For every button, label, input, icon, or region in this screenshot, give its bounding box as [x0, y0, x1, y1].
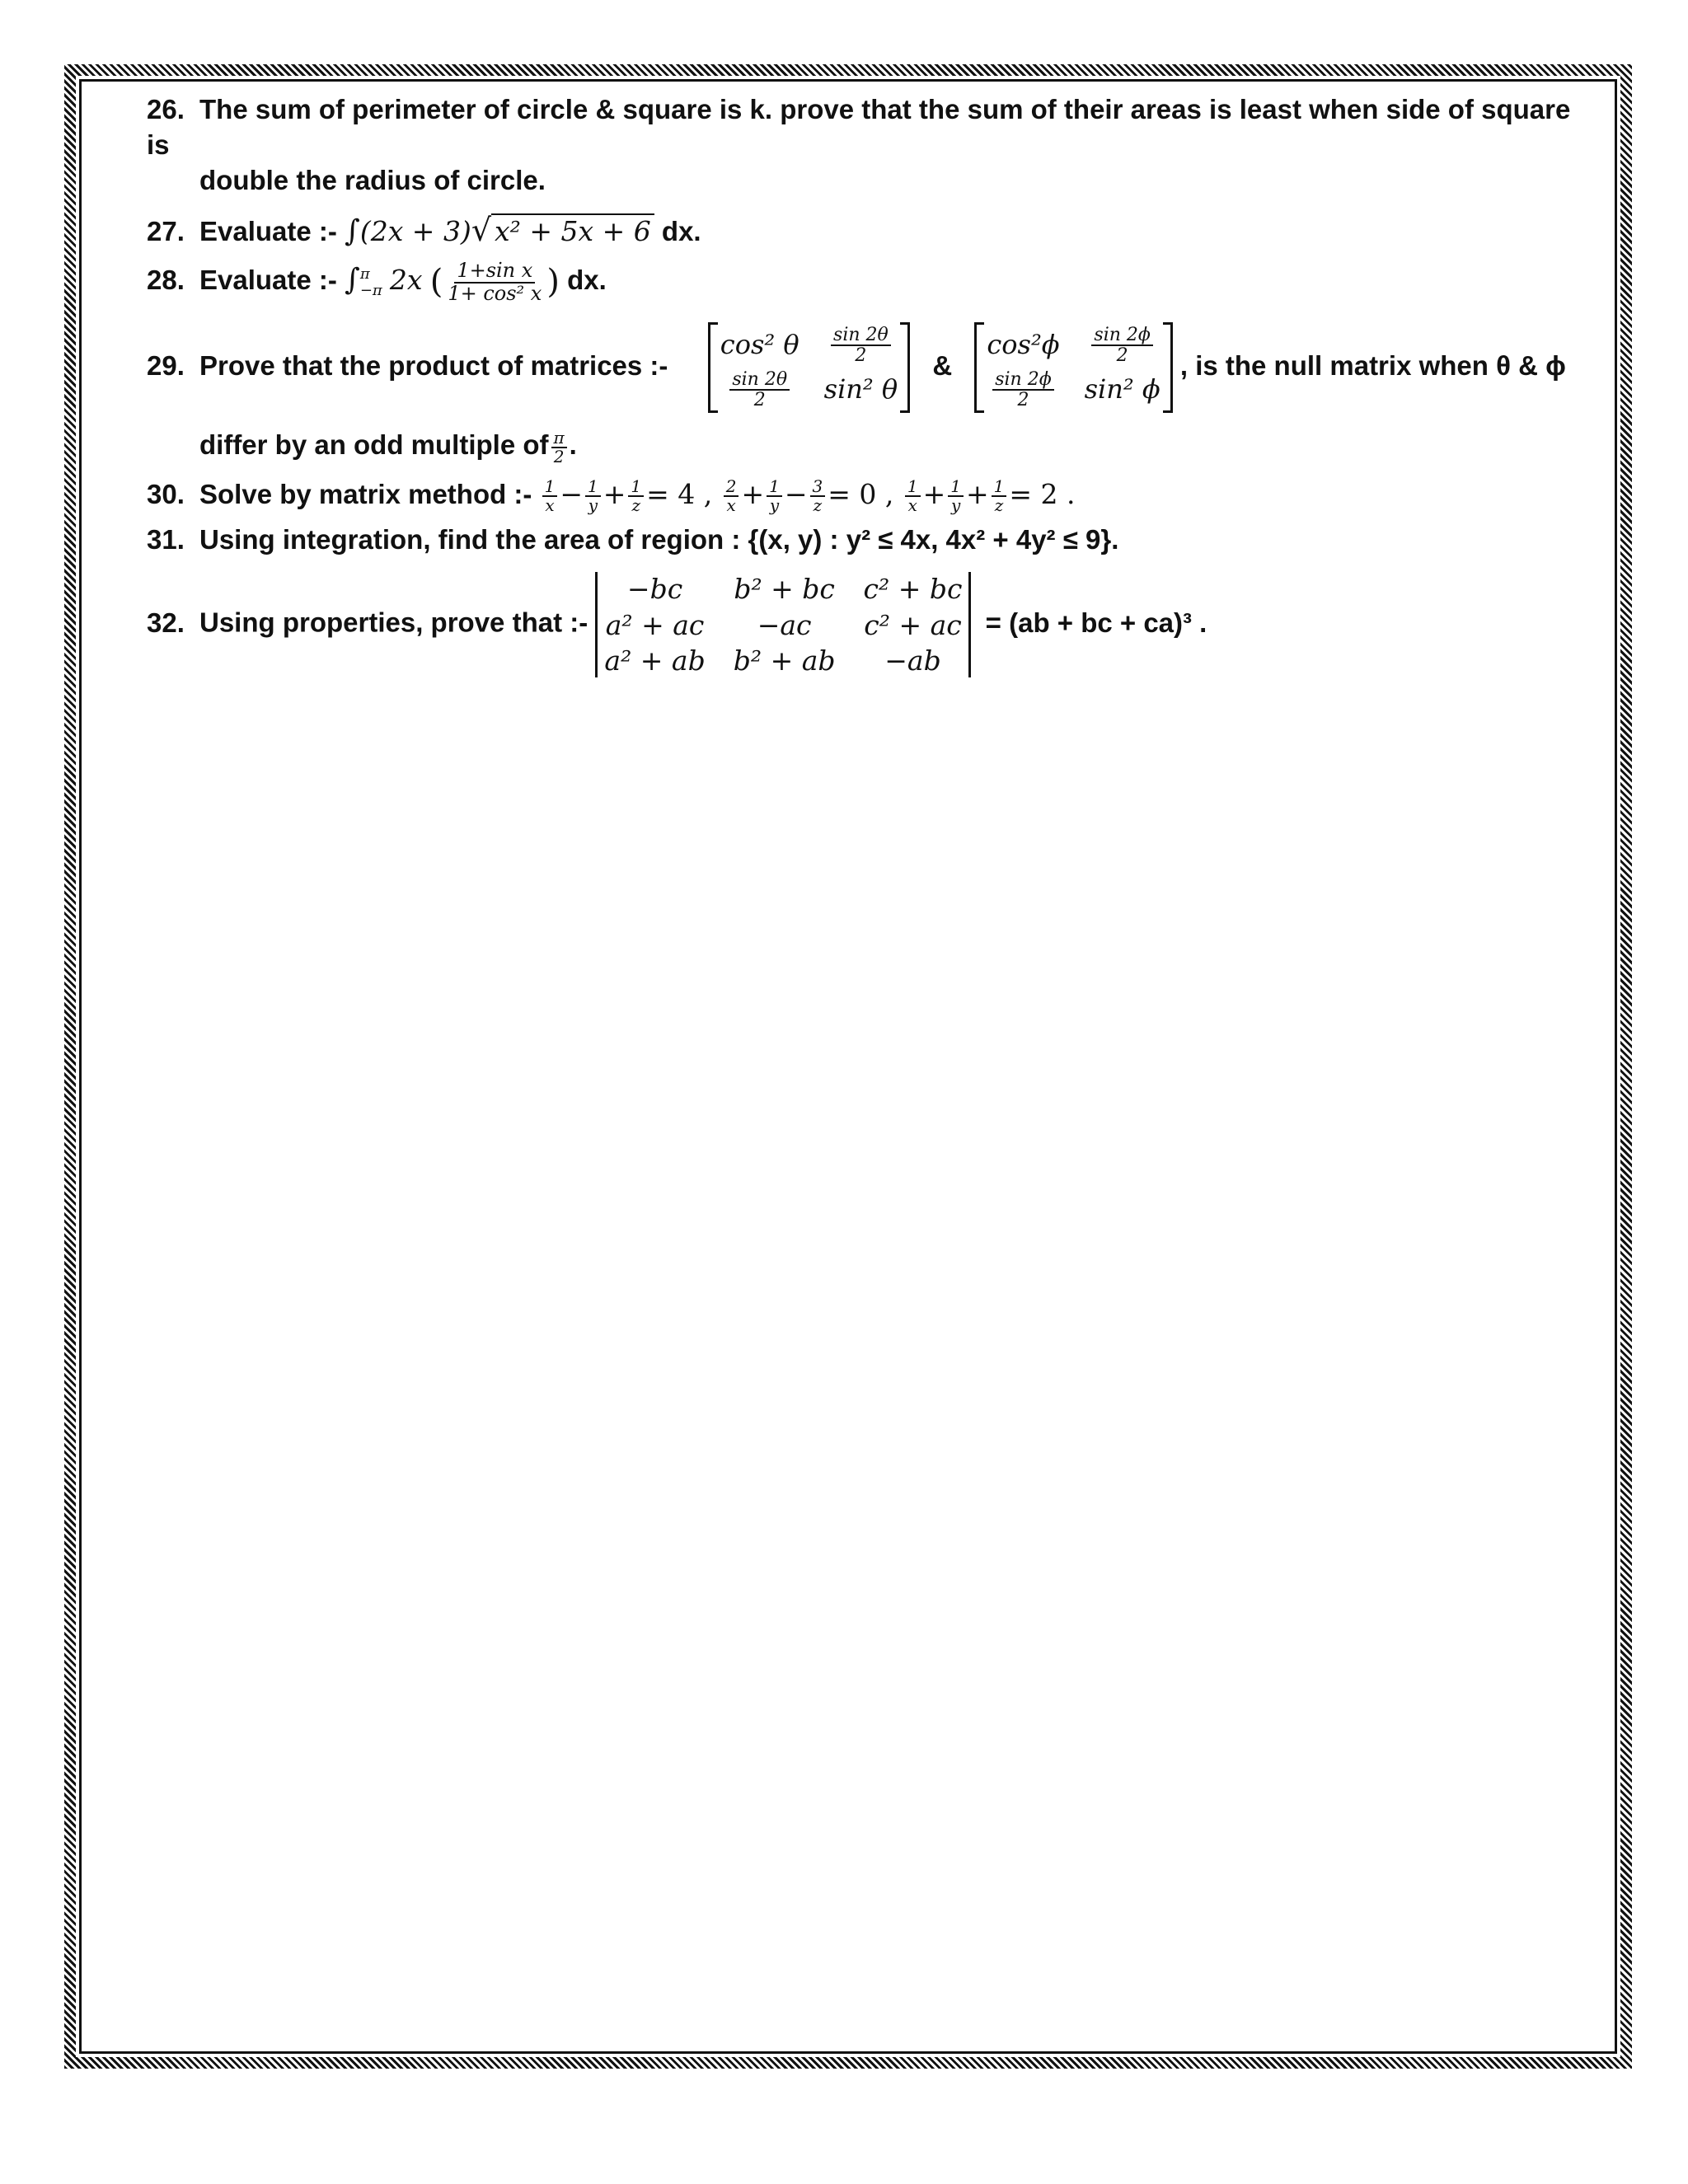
differential: dx.: [661, 215, 701, 246]
fraction-denominator: x: [907, 494, 917, 515]
integrand-fraction: [445, 260, 544, 303]
det-cell: −bc: [626, 573, 683, 606]
fraction-numerator: 1: [992, 478, 1007, 497]
integrand-coef: 2x: [389, 264, 423, 297]
fraction-denominator: z: [631, 494, 641, 515]
operator: +: [603, 477, 626, 510]
fraction-numerator: sin 2ϕ: [1091, 326, 1152, 346]
matrix-cell: cos²ϕ: [987, 329, 1060, 361]
question-number: 31.: [147, 523, 185, 555]
fraction-denominator: y: [950, 494, 961, 515]
question-number: 30.: [147, 478, 185, 509]
operator: +: [966, 477, 989, 510]
fraction-numerator: 1: [948, 478, 964, 497]
fraction-numerator: sin 2θ: [831, 326, 891, 346]
fraction-numerator: 1+sin x: [454, 260, 535, 283]
fraction-denominator: 2: [1017, 390, 1029, 411]
fraction-numerator: sin 2ϕ: [992, 370, 1053, 391]
matrix-cell: sin² θ: [823, 373, 898, 405]
fraction-denominator: 2: [753, 390, 766, 411]
question-31: [147, 523, 1581, 558]
fraction-numerator: 3: [810, 478, 826, 497]
paren-left: (: [429, 263, 443, 302]
fraction-numerator: 2: [724, 478, 739, 497]
ampersand: &: [932, 349, 953, 381]
matrix-cell-fraction: [831, 326, 891, 365]
fraction-numerator: 1: [542, 478, 558, 497]
determinant-result: = (ab + bc + ca)³ .: [985, 607, 1207, 638]
fraction-denominator: z: [994, 494, 1004, 515]
sqrt-icon: √: [471, 211, 492, 248]
det-cell: b² + ab: [733, 644, 836, 677]
matrix-cell-fraction: [729, 370, 790, 410]
equation-3: [903, 476, 1076, 515]
question-label: Evaluate :-: [199, 265, 337, 296]
det-cell: −ab: [884, 644, 941, 677]
question-30: [147, 477, 1581, 514]
operator: +: [922, 477, 946, 510]
rhs: = 2 .: [1009, 477, 1076, 510]
fraction-denominator: y: [769, 494, 780, 515]
fraction-denominator: z: [813, 494, 823, 515]
operator: −: [560, 477, 583, 510]
determinant: [595, 572, 971, 677]
det-cell: a² + ac: [605, 608, 705, 641]
question-29: [147, 322, 1581, 466]
fraction-denominator: x: [726, 494, 736, 515]
question-32: [147, 572, 1581, 677]
fraction-numerator: 1: [585, 478, 601, 497]
question-text: The sum of perimeter of circle & square is k. prove that the sum of their areas is least when side of square is: [147, 94, 1571, 160]
integral-sign: ∫: [345, 213, 360, 248]
paren-right: ): [546, 263, 560, 302]
fraction-numerator: sin 2θ: [729, 370, 790, 391]
fraction-denominator: y: [588, 494, 598, 515]
integral-sign: ∫: [345, 263, 360, 298]
matrix-theta: [708, 322, 910, 413]
question-label: Using properties, prove that :-: [199, 607, 588, 638]
question-label: Evaluate :-: [199, 215, 337, 246]
question-label: Prove that the product of matrices :-: [199, 349, 668, 381]
rhs: = 0 ,: [828, 477, 894, 510]
period: .: [569, 429, 577, 461]
pi-over-two: [551, 429, 567, 466]
det-cell: c² + ac: [864, 608, 962, 641]
det-cell: b² + bc: [734, 573, 835, 606]
question-number: 27.: [147, 215, 185, 246]
differential: dx.: [567, 265, 607, 296]
fraction-numerator: π: [551, 429, 567, 448]
question-text: Using integration, find the area of region : {(x, y) : y² ≤ 4x, 4x² + 4y² ≤ 9}.: [199, 523, 1119, 555]
integrand-factor: (2x + 3): [359, 214, 471, 247]
fraction-denominator: 1+ cos² x: [448, 281, 542, 305]
question-text-cont: [147, 428, 1581, 465]
question-text: differ by an odd multiple of: [199, 429, 549, 461]
question-number: 29.: [147, 349, 185, 381]
question-label: Solve by matrix method :-: [199, 478, 532, 509]
question-number: 32.: [147, 607, 185, 638]
question-28: [147, 260, 1581, 303]
matrix-cell-fraction: [992, 370, 1053, 410]
fraction-numerator: 1: [905, 478, 921, 497]
equation-1: [540, 476, 721, 515]
matrix-cell-fraction: [1091, 326, 1152, 365]
question-list: [147, 92, 1581, 677]
operator: +: [741, 477, 765, 510]
question-27: [147, 210, 1581, 251]
integral-limits: [360, 266, 382, 299]
matrix-cell: sin² ϕ: [1084, 373, 1160, 405]
equation-2: [721, 476, 903, 515]
matrix-phi: [974, 322, 1172, 413]
det-cell: −ac: [757, 608, 812, 641]
matrix-cell: cos² θ: [720, 329, 799, 361]
question-text-cont: double the radius of circle.: [199, 164, 546, 195]
fraction-denominator: 2: [553, 446, 565, 466]
question-number: 26.: [147, 94, 185, 124]
fraction-denominator: x: [545, 494, 555, 515]
fraction-denominator: 2: [1116, 344, 1128, 366]
fraction-denominator: 2: [855, 344, 867, 366]
radicand: x² + 5x + 6: [491, 213, 654, 247]
operator: −: [784, 477, 808, 510]
det-cell: c² + bc: [863, 573, 963, 606]
det-cell: a² + ab: [604, 644, 706, 677]
lower-limit: −π: [359, 281, 382, 299]
fraction-numerator: 1: [628, 478, 644, 497]
question-26: [147, 92, 1581, 199]
fraction-numerator: 1: [767, 478, 782, 497]
question-number: 28.: [147, 265, 185, 296]
rhs: = 4 ,: [646, 477, 713, 510]
upper-limit: π: [359, 265, 370, 283]
question-text-tail: , is the null matrix when θ & ϕ: [1179, 349, 1566, 381]
